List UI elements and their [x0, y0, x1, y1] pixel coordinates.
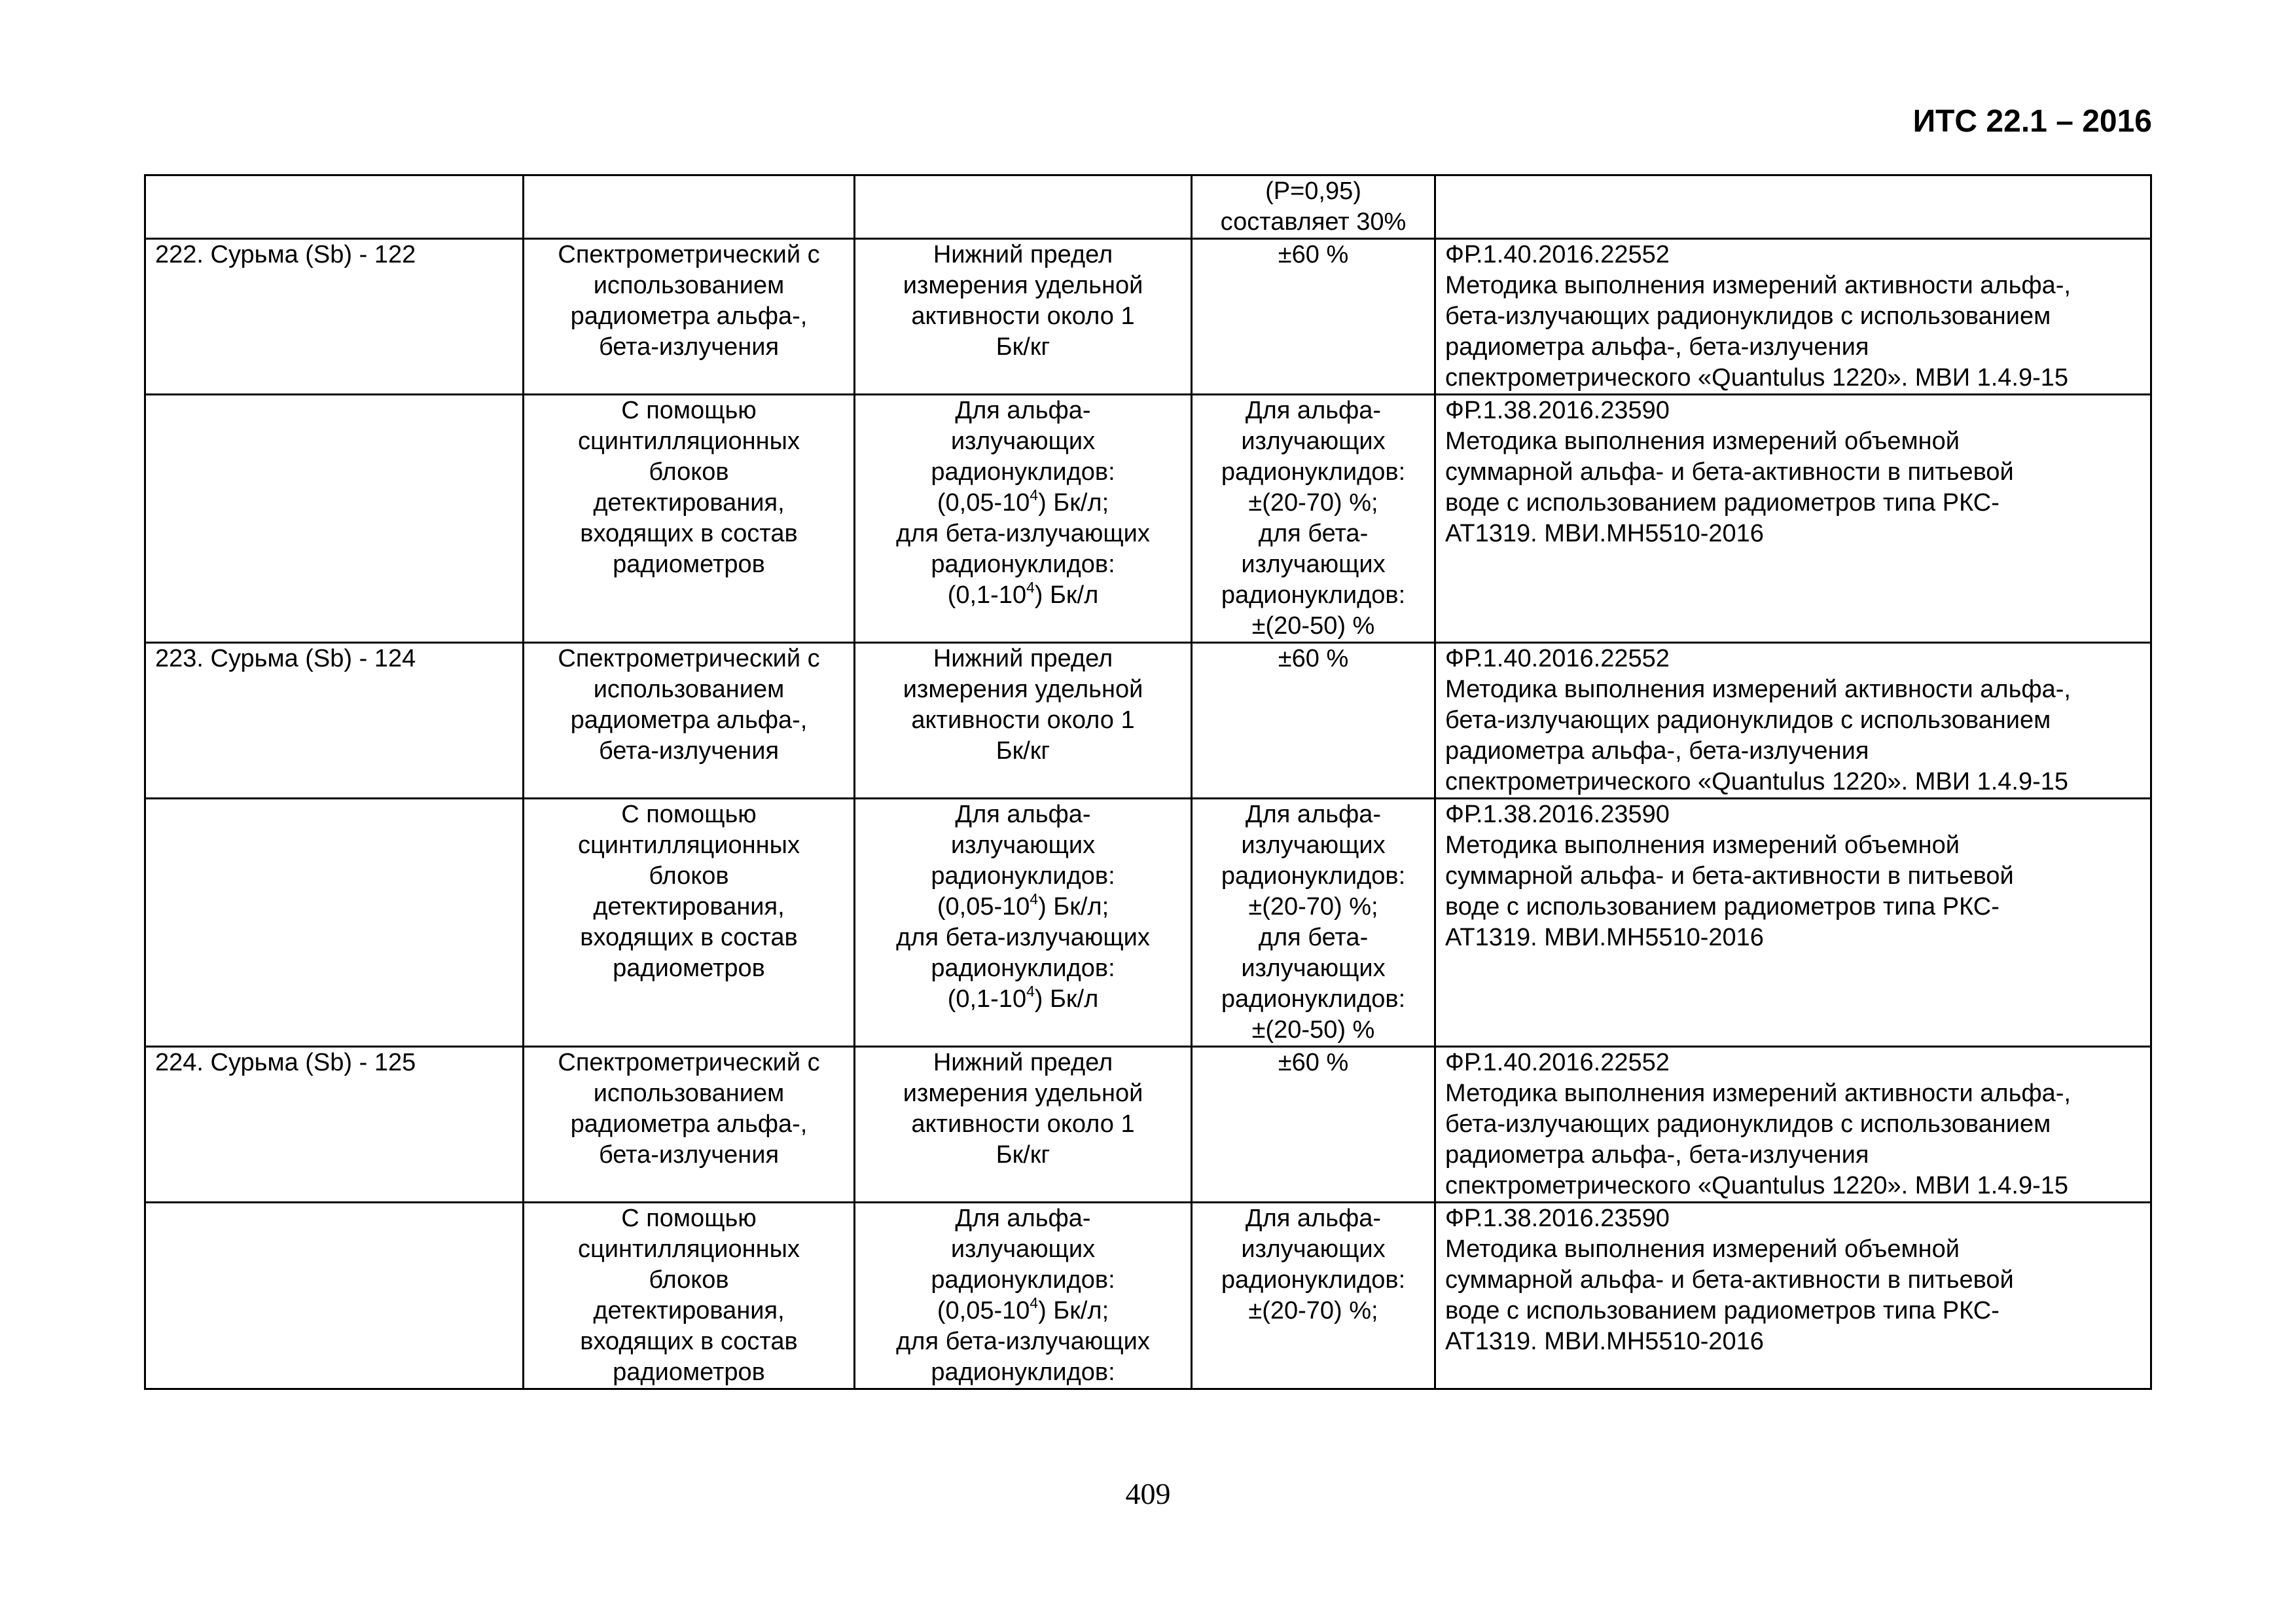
doc-cell	[1435, 643, 2151, 799]
nuclide-cell	[145, 1047, 524, 1203]
error-line: излучающих	[1241, 1235, 1386, 1263]
range-line: Нижний предел	[933, 645, 1113, 672]
range-line	[865, 488, 1181, 519]
method-line: Спектрометрический с	[558, 241, 820, 268]
error-line: ±(20-50) %	[1251, 1016, 1375, 1044]
continuation-error-line: (P=0,95)	[1265, 177, 1361, 205]
range-line: для бета-излучающих	[896, 924, 1150, 951]
nuclide-label: 223. Сурьма (Sb) - 124	[155, 645, 416, 672]
value-unit: ) Бк/л;	[1038, 1297, 1109, 1324]
error-cell	[1192, 799, 1435, 1047]
continuation-error-cell	[1192, 175, 1435, 239]
range-line: измерения удельной	[903, 272, 1143, 299]
range-line: Нижний предел	[933, 1049, 1113, 1076]
value-base: (0,1-10	[947, 581, 1027, 609]
method-line: сцинтилляционных	[578, 831, 800, 859]
method-cell	[524, 395, 855, 643]
nuclide-cell-continued	[145, 395, 524, 643]
doc-line: воде с использованием радиометров типа РКС-	[1445, 489, 2000, 517]
method-line: бета-излучения	[598, 333, 780, 361]
range-cell	[855, 239, 1192, 395]
doc-line: АТ1319. МВИ.МН5510-2016	[1445, 520, 1764, 547]
doc-line: ФР.1.38.2016.23590	[1445, 801, 1670, 828]
range-line	[865, 1296, 1181, 1326]
nuclide-label: 224. Сурьма (Sb) - 125	[155, 1049, 416, 1076]
method-line: С помощью	[621, 801, 757, 828]
table-body	[145, 175, 2151, 1389]
value-base: (0,05-10	[937, 1297, 1030, 1324]
method-line: радиометра альфа-,	[570, 706, 808, 734]
range-line: активности около 1	[911, 706, 1135, 734]
range-line: излучающих	[950, 1235, 1096, 1263]
method-line: сцинтилляционных	[578, 1235, 800, 1263]
range-line: Бк/кг	[996, 737, 1050, 765]
doc-line: спектрометрического «Quantulus 1220». МВИ 1.4.9-15	[1445, 1172, 2069, 1199]
continuation-row	[145, 175, 2151, 239]
range-line: радионуклидов:	[931, 1266, 1115, 1294]
doc-line: Методика выполнения измерений активности альфа-,	[1445, 1080, 2071, 1107]
range-line: Бк/кг	[996, 333, 1050, 361]
doc-line: АТ1319. МВИ.МН5510-2016	[1445, 924, 1764, 951]
doc-line: суммарной альфа- и бета-активности в питьевой	[1445, 458, 2014, 486]
method-line: блоков	[649, 1266, 729, 1294]
continuation-method-cell	[524, 175, 855, 239]
range-line: измерения удельной	[903, 1080, 1143, 1107]
method-line: использованием	[593, 676, 785, 703]
range-line: радионуклидов:	[931, 1359, 1115, 1386]
value-exponent: 4	[1030, 486, 1039, 504]
method-cell	[524, 239, 855, 395]
range-line: Для альфа-	[955, 1205, 1091, 1232]
range-line: измерения удельной	[903, 676, 1143, 703]
error-line: излучающих	[1241, 831, 1386, 859]
method-line: Спектрометрический с	[558, 645, 820, 672]
error-line: ±(20-70) %;	[1248, 893, 1378, 921]
method-line: входящих в состав	[580, 924, 798, 951]
doc-line: Методика выполнения измерений объемной	[1445, 428, 1960, 455]
range-line: активности около 1	[911, 1110, 1135, 1138]
doc-line: Методика выполнения измерений активности альфа-,	[1445, 676, 2071, 703]
value-exponent: 4	[1026, 579, 1035, 596]
error-line: для бета-	[1258, 520, 1369, 547]
page-number: 409	[1125, 1477, 1171, 1510]
error-line: радионуклидов:	[1221, 862, 1406, 890]
doc-cell	[1435, 395, 2151, 643]
error-cell	[1192, 239, 1435, 395]
value-unit: ) Бк/л;	[1038, 489, 1109, 517]
doc-cell	[1435, 1203, 2151, 1389]
range-cell	[855, 1047, 1192, 1203]
range-line: излучающих	[950, 831, 1096, 859]
error-line: Для альфа-	[1245, 1205, 1382, 1232]
continuation-nuclide-cell	[145, 175, 524, 239]
doc-line: ФР.1.38.2016.23590	[1445, 397, 1670, 424]
range-line: радионуклидов:	[931, 862, 1115, 890]
value-base: (0,05-10	[937, 893, 1030, 921]
table-row	[145, 239, 2151, 395]
range-line: Нижний предел	[933, 241, 1113, 268]
table-row	[145, 395, 2151, 643]
doc-line: бета-излучающих радионуклидов с использованием	[1445, 1110, 2051, 1138]
nuclide-cell	[145, 239, 524, 395]
error-line: ±60 %	[1278, 241, 1349, 268]
doc-line: ФР.1.40.2016.22552	[1445, 241, 1670, 268]
value-exponent: 4	[1030, 890, 1039, 908]
error-line: для бета-	[1258, 924, 1369, 951]
doc-line: ФР.1.40.2016.22552	[1445, 1049, 1670, 1076]
doc-line: бета-излучающих радионуклидов с использованием	[1445, 302, 2051, 330]
error-line: радионуклидов:	[1221, 985, 1406, 1013]
error-line: излучающих	[1241, 551, 1386, 578]
method-line: Спектрометрический с	[558, 1049, 820, 1076]
method-line: входящих в состав	[580, 1328, 798, 1355]
table-row	[145, 1047, 2151, 1203]
doc-line: радиометра альфа-, бета-излучения	[1445, 1141, 1869, 1169]
range-line	[865, 892, 1181, 922]
range-line: активности около 1	[911, 302, 1135, 330]
range-cell	[855, 799, 1192, 1047]
error-line: Для альфа-	[1245, 801, 1382, 828]
doc-line: АТ1319. МВИ.МН5510-2016	[1445, 1328, 1764, 1355]
doc-line: радиометра альфа-, бета-излучения	[1445, 737, 1869, 765]
range-cell	[855, 395, 1192, 643]
range-line	[865, 580, 1181, 611]
method-line: радиометров	[613, 955, 765, 982]
range-line: излучающих	[950, 428, 1096, 455]
value-base: (0,05-10	[937, 489, 1030, 517]
range-line: Бк/кг	[996, 1141, 1050, 1169]
error-line: ±60 %	[1278, 645, 1349, 672]
value-unit: ) Бк/л	[1034, 985, 1099, 1013]
method-line: бета-излучения	[598, 1141, 780, 1169]
error-cell	[1192, 1047, 1435, 1203]
continuation-error-line: составляет 30%	[1220, 208, 1407, 236]
measurement-methods-table	[144, 174, 2152, 1390]
method-line: входящих в состав	[580, 520, 798, 547]
method-line: сцинтилляционных	[578, 428, 800, 455]
method-line: радиометра альфа-,	[570, 302, 808, 330]
range-line: радионуклидов:	[931, 551, 1115, 578]
nuclide-label: 222. Сурьма (Sb) - 122	[155, 241, 416, 268]
method-cell	[524, 1047, 855, 1203]
error-line: ±(20-70) %;	[1248, 1297, 1378, 1324]
method-line: радиометров	[613, 551, 765, 578]
method-cell	[524, 643, 855, 799]
doc-line: суммарной альфа- и бета-активности в питьевой	[1445, 1266, 2014, 1294]
error-cell	[1192, 1203, 1435, 1389]
range-line: радионуклидов:	[931, 458, 1115, 486]
method-line: бета-излучения	[598, 737, 780, 765]
value-base: (0,1-10	[947, 985, 1027, 1013]
method-line: использованием	[593, 1080, 785, 1107]
error-line: ±(20-70) %;	[1248, 489, 1378, 517]
method-line: использованием	[593, 272, 785, 299]
error-line: радионуклидов:	[1221, 581, 1406, 609]
doc-line: спектрометрического «Quantulus 1220». МВИ 1.4.9-15	[1445, 768, 2069, 795]
range-line: для бета-излучающих	[896, 520, 1150, 547]
method-line: детектирования,	[593, 893, 785, 921]
doc-line: Методика выполнения измерений активности альфа-,	[1445, 272, 2071, 299]
range-line: Для альфа-	[955, 397, 1091, 424]
table-row	[145, 799, 2151, 1047]
doc-line: воде с использованием радиометров типа РКС-	[1445, 1297, 2000, 1324]
continuation-range-cell	[855, 175, 1192, 239]
range-cell	[855, 1203, 1192, 1389]
error-line: ±60 %	[1278, 1049, 1349, 1076]
doc-line: ФР.1.38.2016.23590	[1445, 1205, 1670, 1232]
error-cell	[1192, 395, 1435, 643]
method-line: С помощью	[621, 397, 757, 424]
method-line: детектирования,	[593, 1297, 785, 1324]
doc-cell	[1435, 1047, 2151, 1203]
method-line: блоков	[649, 458, 729, 486]
range-line: радионуклидов:	[931, 955, 1115, 982]
method-cell	[524, 799, 855, 1047]
doc-line: бета-излучающих радионуклидов с использованием	[1445, 706, 2051, 734]
value-exponent: 4	[1026, 983, 1035, 1000]
error-cell	[1192, 643, 1435, 799]
value-unit: ) Бк/л;	[1038, 893, 1109, 921]
table-row	[145, 1203, 2151, 1389]
nuclide-cell-continued	[145, 799, 524, 1047]
document-code-header: ИТС 22.1 – 2016	[1912, 104, 2152, 139]
doc-line: суммарной альфа- и бета-активности в питьевой	[1445, 862, 2014, 890]
error-line: ±(20-50) %	[1251, 612, 1375, 640]
method-line: радиометров	[613, 1359, 765, 1386]
doc-cell	[1435, 799, 2151, 1047]
nuclide-cell-continued	[145, 1203, 524, 1389]
method-cell	[524, 1203, 855, 1389]
doc-line: Методика выполнения измерений объемной	[1445, 831, 1960, 859]
doc-line: ФР.1.40.2016.22552	[1445, 645, 1670, 672]
doc-line: радиометра альфа-, бета-излучения	[1445, 333, 1869, 361]
value-unit: ) Бк/л	[1034, 581, 1099, 609]
doc-cell	[1435, 239, 2151, 395]
range-line	[865, 984, 1181, 1015]
doc-line: спектрометрического «Quantulus 1220». МВИ 1.4.9-15	[1445, 364, 2069, 392]
error-line: радионуклидов:	[1221, 458, 1406, 486]
table-row	[145, 643, 2151, 799]
doc-line: воде с использованием радиометров типа РКС-	[1445, 893, 2000, 921]
method-line: блоков	[649, 862, 729, 890]
range-cell	[855, 643, 1192, 799]
nuclide-cell	[145, 643, 524, 799]
doc-line: Методика выполнения измерений объемной	[1445, 1235, 1960, 1263]
range-line: для бета-излучающих	[896, 1328, 1150, 1355]
continuation-doc-cell	[1435, 175, 2151, 239]
error-line: излучающих	[1241, 955, 1386, 982]
error-line: излучающих	[1241, 428, 1386, 455]
method-line: детектирования,	[593, 489, 785, 517]
method-line: С помощью	[621, 1205, 757, 1232]
range-line: Для альфа-	[955, 801, 1091, 828]
error-line: радионуклидов:	[1221, 1266, 1406, 1294]
error-line: Для альфа-	[1245, 397, 1382, 424]
value-exponent: 4	[1030, 1294, 1039, 1312]
method-line: радиометра альфа-,	[570, 1110, 808, 1138]
